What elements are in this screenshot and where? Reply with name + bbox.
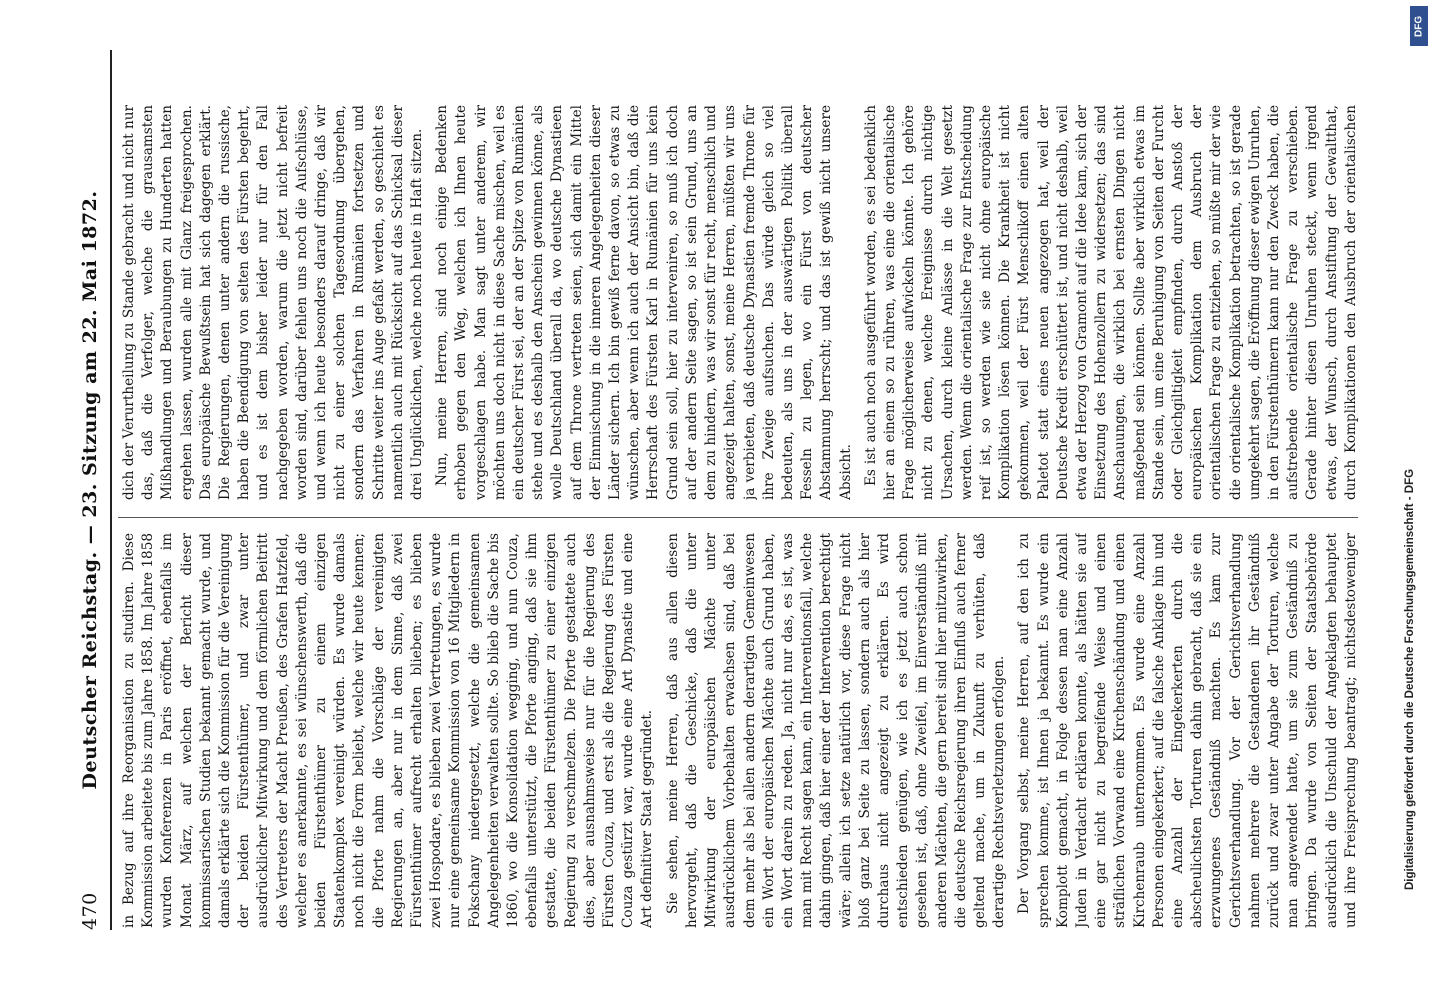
page-header <box>75 50 109 930</box>
column-divider <box>118 517 1358 518</box>
paragraph: Es ist auch noch ausgeführt worden, es sei bedenklich hier an einem so zu rühren, was eine die orientalische Frage möglicherweise aufwickeln könnte. Ich gehöre nicht zu denen, welche Ereignisse durch nichtige Ursachen, durch kleine Anlässe in die Welt gesetzt werden. Wenn die orientalische Frage zur Entscheidung reif ist, so werden wie sie nicht ohne europäische Komplikation lösen können. Die Krankheit ist nicht gekommen, weil der Fürst Menschikoff einen alten Paletot statt eines neuen angezogen hat, weil der Deutsche Kredit erschüttert ist, und nicht deshalb, weil etwa der Herzog von Gramont auf die Idee kam, sich der Einsetzung des Hohenzollern zu widersetzen; das sind Anschauungen, die wirklich bei ernsten Dingen nicht maßgebend sein können. Sollte aber wirklich etwas im Stande sein, um eine Beruhigung von Seiten der Furcht oder Gleichgiltigkeit empfinden, durch Anstoß der europäischen Komplikation dem Ausbruch der orientalischen Frage zu entziehen, so müßte mir der wie die orientalische Komplikation betrachten, so ist gerade umgekehrt sagen, die Eröffnung dieser ewigen Unruhen, in den Fürstenthümern kann nur den Zweck haben, die aufstrebende orientalische Frage zu verschieben. Gerade hinter diesen Unruhen steckt, wenn irgend etwas, der Wunsch, durch Anstiftung der Gewaltthat, durch Komplikationen den Ausbruch der orientalischen <box>862 105 1359 500</box>
digitization-credit: Digitalisierung gefördert durch die Deutsche Forschungsgemeinschaft - DFG <box>1404 468 1416 890</box>
page-title: Deutscher Reichstag. — 23. Sitzung am 22. Mai 1872. <box>79 190 101 790</box>
paragraph: dich der Verurtheilung zu Stande gebracht und nicht nur das, daß die Verfolger, welche die grausamsten Mißhandlungen und Beraubungen zu Hunderten hatten ergehen lassen, wurden alle mit Glanz freigesprochen. Das europäische Bewußtsein hat sich dagegen erklärt. Die Regierungen, denen unter andern die russische, haben die Beendigung von selten des Fürsten begehrt, und es ist dem bisher leider nur für den Fall nachgegeben worden, warum die jetzt nicht befreit worden sind, darüber fehlen uns noch die Aufschlüsse, und wenn ich heute besonders darauf dringe, daß wir nicht zu einer solchen Tagesordnung übergehen, sondern das Verfahren in Rumänien fortsetzen und Schritte weiter ins Auge gefaßt werden, so geschieht es namentlich auch mit Rücksicht auf das Schicksal dieser drei Unglücklichen, welche noch heute in Haft sitzen. <box>121 105 426 500</box>
text-column-right <box>120 105 1360 500</box>
paragraph: Nun, meine Herren, sind noch einige Bedenken erhoben gegen den Weg, welchen ich Ihnen heute vorgeschlagen habe. Man sagt unter anderem, wir möchten uns doch nicht in diese Sache mischen, weil es ein deutscher Fürst sei, der an der Spitze von Rumänien stehe und es deshalb den Anschein gewinnen könne, als wolle Deutschland überall da, wo deutsche Dynastieen auf dem Throne vertreten seien, sich damit ein Mittel der Einmischung in die inneren Angelegenheiten dieser Länder sichern. Ich bin gewiß ferne davon, so etwas zu wünschen, aber wenn ich auch der Ansicht bin, daß die Herrschaft des Fürsten Karl in Rumänien für uns kein Grund sein soll, hier zu interveniren, so muß ich doch auf der andern Seite sagen, so ist sein Grund, uns an dem zu hindern, was wir sonst für recht, menschlich und angezeigt halten, sonst, meine Herren, müßten wir uns ja verbieten, daß deutsche Dynastien fremde Throne für ihre Zweige aufsuchen. Das würde gleich so viel bedeuten, als uns in der auswärtigen Politik überall Fesseln zu legen, wo ein Fürst von deutscher Abstammung herrscht; und das ist gewiß nicht unsere Absicht. <box>434 105 854 500</box>
paragraph: in Bezug auf ihre Reorganisation zu studiren. Diese Kommission arbeitete bis zum Jahre 1858. Im Jahre 1858 wurden Konferenzen in Paris eröffnet, ebenfalls im Monat März, auf welchen der Bericht dieser kommissarischen Studien bekannt gemacht wurde, und damals erklärte sich die Kommission für die Vereinigung der beiden Fürstenthümer, und zwar unter ausdrücklicher Mitwirkung und dem förmlichen Beitritt des Vertreters der Macht Preußen, des Grafen Hatzfeld, welcher es anerkannte, es sei wünschenswerth, daß die beiden Fürstenthümer zu einem einzigen Staatenkomplex vereinigt würden. Es wurde damals noch nicht die Form beliebt, welche wir heute kennen; die Pforte nahm die Vorschläge der vereinigten Regierungen an, aber nur in dem Sinne, daß zwei Fürstenthümer aufrecht erhalten blieben; es blieben zwei Hospodare, es blieben zwei Vertretungen, es wurde nur eine gemeinsame Kommission von 16 Mitgliedern in Fokschany niedergesetzt, welche die gemeinsamen Angelegenheiten verwalten sollte. So blieb die Sache bis 1860, wo die Konsolidation wegging, und nun Couza, ebenfalls unterstützt, die Pforte anging, daß sie ihm gestatte, die beiden Fürstenthümer zu einer einzigen Regierung zu verschmelzen. Die Pforte gestattete auch dies, aber ausnahmsweise nur für die Regierung des Fürsten Couza, und erst als die Regierung des Fürsten Couza gestürzt war, wurde eine Art Dynastie und eine Art definitiver Staat gegründet. <box>121 533 656 928</box>
paragraph: Der Vorgang selbst, meine Herren, auf den ich zu sprechen komme, ist Ihnen ja bekannt. Es wurde ein Komplott gemacht, in Folge dessen man eine Anzahl Juden in Verdacht erklären konnte, als hätten sie auf eine gar nicht zu begreifende Weise und einen sträflichen Vorwand eine Kirchenschändung und einen Kirchenraub unternommen. Es wurde eine Anzahl Personen eingekerkert; auf die falsche Anklage hin und eine Anzahl der Eingekerkerten durch die abscheulichsten Torturen dahin gebracht, daß sie ein erzwungenes Geständniß machten. Es kam zur Gerichtsverhandlung. Vor der Gerichtsverhandlung nahmen mehrere die Gestandenen ihr Geständniß zurück und zwar unter Angabe der Torturen, welche man angewendet hatte, um sie zum Geständniß zu bringen. Da wurde von Seiten der Staatsbehörde ausdrücklich die Unschuld der Angeklagten behauptet und ihre Freisprechung beantragt; nichtsdestoweniger <box>1016 533 1359 928</box>
page-number: 470 <box>79 892 101 930</box>
text-column-left <box>120 533 1360 928</box>
paragraph: Sie sehen, meine Herren, daß aus allen diesen hervorgeht, daß die Geschicke, daß die unter Mitwirkung der europäischen Mächte unter ausdrücklichem Vorbehalten erwachsen sind, daß bei dem mehr als bei allen andern derartigen Gemeinwesen ein Wort der europäischen Mächte auch Grund haben, ein Wort darein zu reden. Ja, nicht nur das, es ist, was man mit Recht sagen kann, ein Interventionsfall, welche dahin gingen, daß hier einer der Intervention berechtigt wäre; allein ich setze natürlich vor, diese Frage nicht bloß ganz bei Seite zu lassen, sondern auch als hier durchaus nicht angezeigt zu erklären. Es wird entschieden genügen, wie ich es jetzt auch schon gesehen ist, daß, ohne Zweifel, im Einverständniß mit anderen Mächten, die gern bereit sind hier mitzuwirken, die deutsche Reichsregierung ihren Einfluß auch ferner geltend mache, um in Zukunft zu verhüten, daß derartige Rechtsverletzungen erfolgen. <box>664 533 1008 928</box>
dfg-logo: DFG <box>1410 6 1428 46</box>
header-rule <box>110 50 112 930</box>
